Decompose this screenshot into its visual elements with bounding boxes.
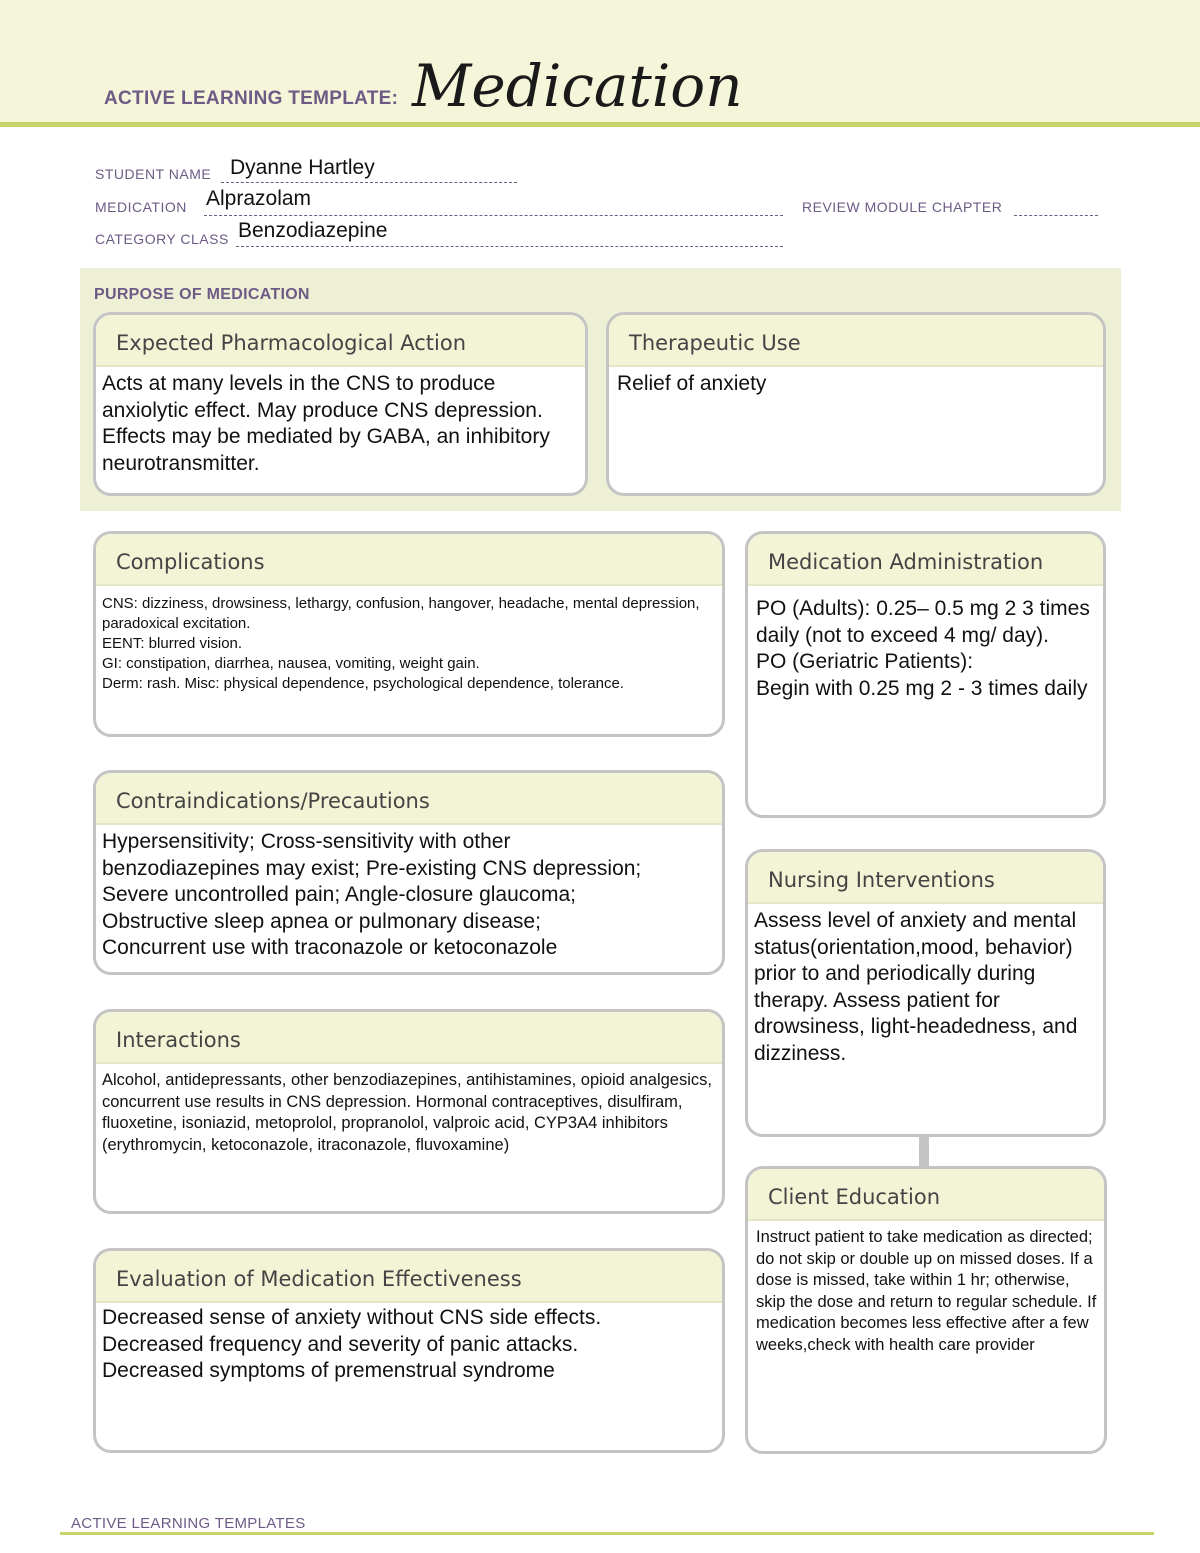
contraindications-line: Hypersensitivity; Cross-sensitivity with other (102, 830, 511, 853)
medication-value[interactable]: Alprazolam (206, 187, 312, 210)
student-name-value[interactable]: Dyanne Hartley (230, 156, 375, 179)
evaluation-line: Decreased sense of anxiety without CNS side effects. (102, 1306, 602, 1329)
category-class-line (236, 246, 783, 247)
contraindications-title: Contraindications/Precautions (96, 773, 722, 825)
administration-card (745, 531, 1106, 818)
evaluation-text[interactable] (96, 1303, 722, 1385)
contraindications-line: Severe uncontrolled pain; Angle-closure glaucoma; (102, 883, 576, 906)
therapeutic-use-card (606, 312, 1106, 496)
administration-line: PO (Geriatric Patients): (756, 650, 974, 673)
administration-line: Begin with 0.25 mg 2 - 3 times daily (756, 676, 1088, 700)
complications-line: Derm: rash. Misc: physical dependence, psychological dependence, tolerance. (102, 675, 624, 692)
medication-line (204, 215, 783, 216)
evaluation-card (93, 1248, 725, 1453)
complications-line: GI: constipation, diarrhea, nausea, vomiting, weight gain. (102, 655, 480, 672)
interactions-title: Interactions (96, 1012, 722, 1064)
template-label: ACTIVE LEARNING TEMPLATE: (104, 88, 399, 109)
therapeutic-use-text[interactable]: Relief of anxiety (617, 372, 767, 395)
complications-title: Complications (96, 534, 722, 586)
contraindications-line: Concurrent use with traconazole or ketoconazole (102, 936, 558, 959)
expected-action-card (93, 312, 588, 496)
client-education-card (745, 1166, 1107, 1454)
contraindications-line: Obstructive sleep apnea or pulmonary disease; (102, 909, 541, 933)
footer-divider (60, 1532, 1154, 1535)
footer-label: ACTIVE LEARNING TEMPLATES (71, 1515, 306, 1532)
contraindications-text[interactable] (96, 825, 722, 962)
contraindications-line: benzodiazepines may exist; Pre-existing CNS depression; (102, 856, 642, 880)
expected-action-title: Expected Pharmacological Action (96, 315, 585, 367)
client-education-text[interactable]: Instruct patient to take medication as directed; do not skip or double up on missed doses. If a dose is missed, take within 1 hr; otherwise, skip the dose and return to regular schedule. If medication becomes less effective after a few weeks,check with health care provider (756, 1228, 1097, 1354)
header-divider (0, 122, 1200, 127)
complications-card (93, 531, 725, 737)
category-class-label: CATEGORY CLASS (95, 231, 229, 247)
medication-label: MEDICATION (95, 199, 187, 215)
nursing-text[interactable]: Assess level of anxiety and mental status(orientation,mood, behavior) prior to and periodically during therapy. Assess patient for drowsiness, light-headedness, and dizziness. (754, 909, 1078, 1065)
review-module-line[interactable] (1014, 215, 1098, 216)
client-education-title: Client Education (748, 1169, 1104, 1221)
administration-title: Medication Administration (748, 534, 1103, 586)
evaluation-title: Evaluation of Medication Effectiveness (96, 1251, 722, 1303)
review-module-label: REVIEW MODULE CHAPTER (802, 199, 1003, 215)
complications-line: CNS: dizziness, drowsiness, lethargy, confusion, hangover, headache, mental depression, paradoxical excitation. (102, 595, 700, 632)
student-name-line (221, 182, 517, 183)
complications-text[interactable] (96, 586, 722, 694)
therapeutic-use-title: Therapeutic Use (609, 315, 1103, 367)
interactions-text[interactable]: Alcohol, antidepressants, other benzodiazepines, antihistamines, opioid analgesics, concurrent use results in CNS depression. Hormonal contraceptives, disulfiram, fluoxetine, isoniazid, metoprolol, propranolol, valproic acid, CYP3A4 inhibitors (erythromycin, ketoconazole, itraconazole, fluvoxamine) (102, 1071, 712, 1154)
page-title: Medication (412, 52, 743, 120)
nursing-card (745, 849, 1106, 1137)
card-connector (919, 1136, 929, 1166)
student-name-label: STUDENT NAME (95, 166, 212, 182)
category-class-value[interactable]: Benzodiazepine (238, 219, 388, 242)
evaluation-line: Decreased symptoms of premenstrual syndrome (102, 1359, 555, 1382)
interactions-card (93, 1009, 725, 1214)
evaluation-line: Decreased frequency and severity of panic attacks. (102, 1332, 579, 1356)
administration-line: PO (Adults): 0.25– 0.5 mg 2 3 times daily (not to exceed 4 mg/ day). (756, 597, 1090, 647)
purpose-label: PURPOSE OF MEDICATION (94, 286, 310, 303)
contraindications-card (93, 770, 725, 975)
nursing-title: Nursing Interventions (748, 852, 1103, 904)
complications-line: EENT: blurred vision. (102, 635, 243, 652)
expected-action-text[interactable]: Acts at many levels in the CNS to produce anxiolytic effect. May produce CNS depression. Effects may be mediated by GABA, an inhibitory neurotransmitter. (102, 372, 550, 475)
administration-text[interactable] (748, 586, 1103, 702)
